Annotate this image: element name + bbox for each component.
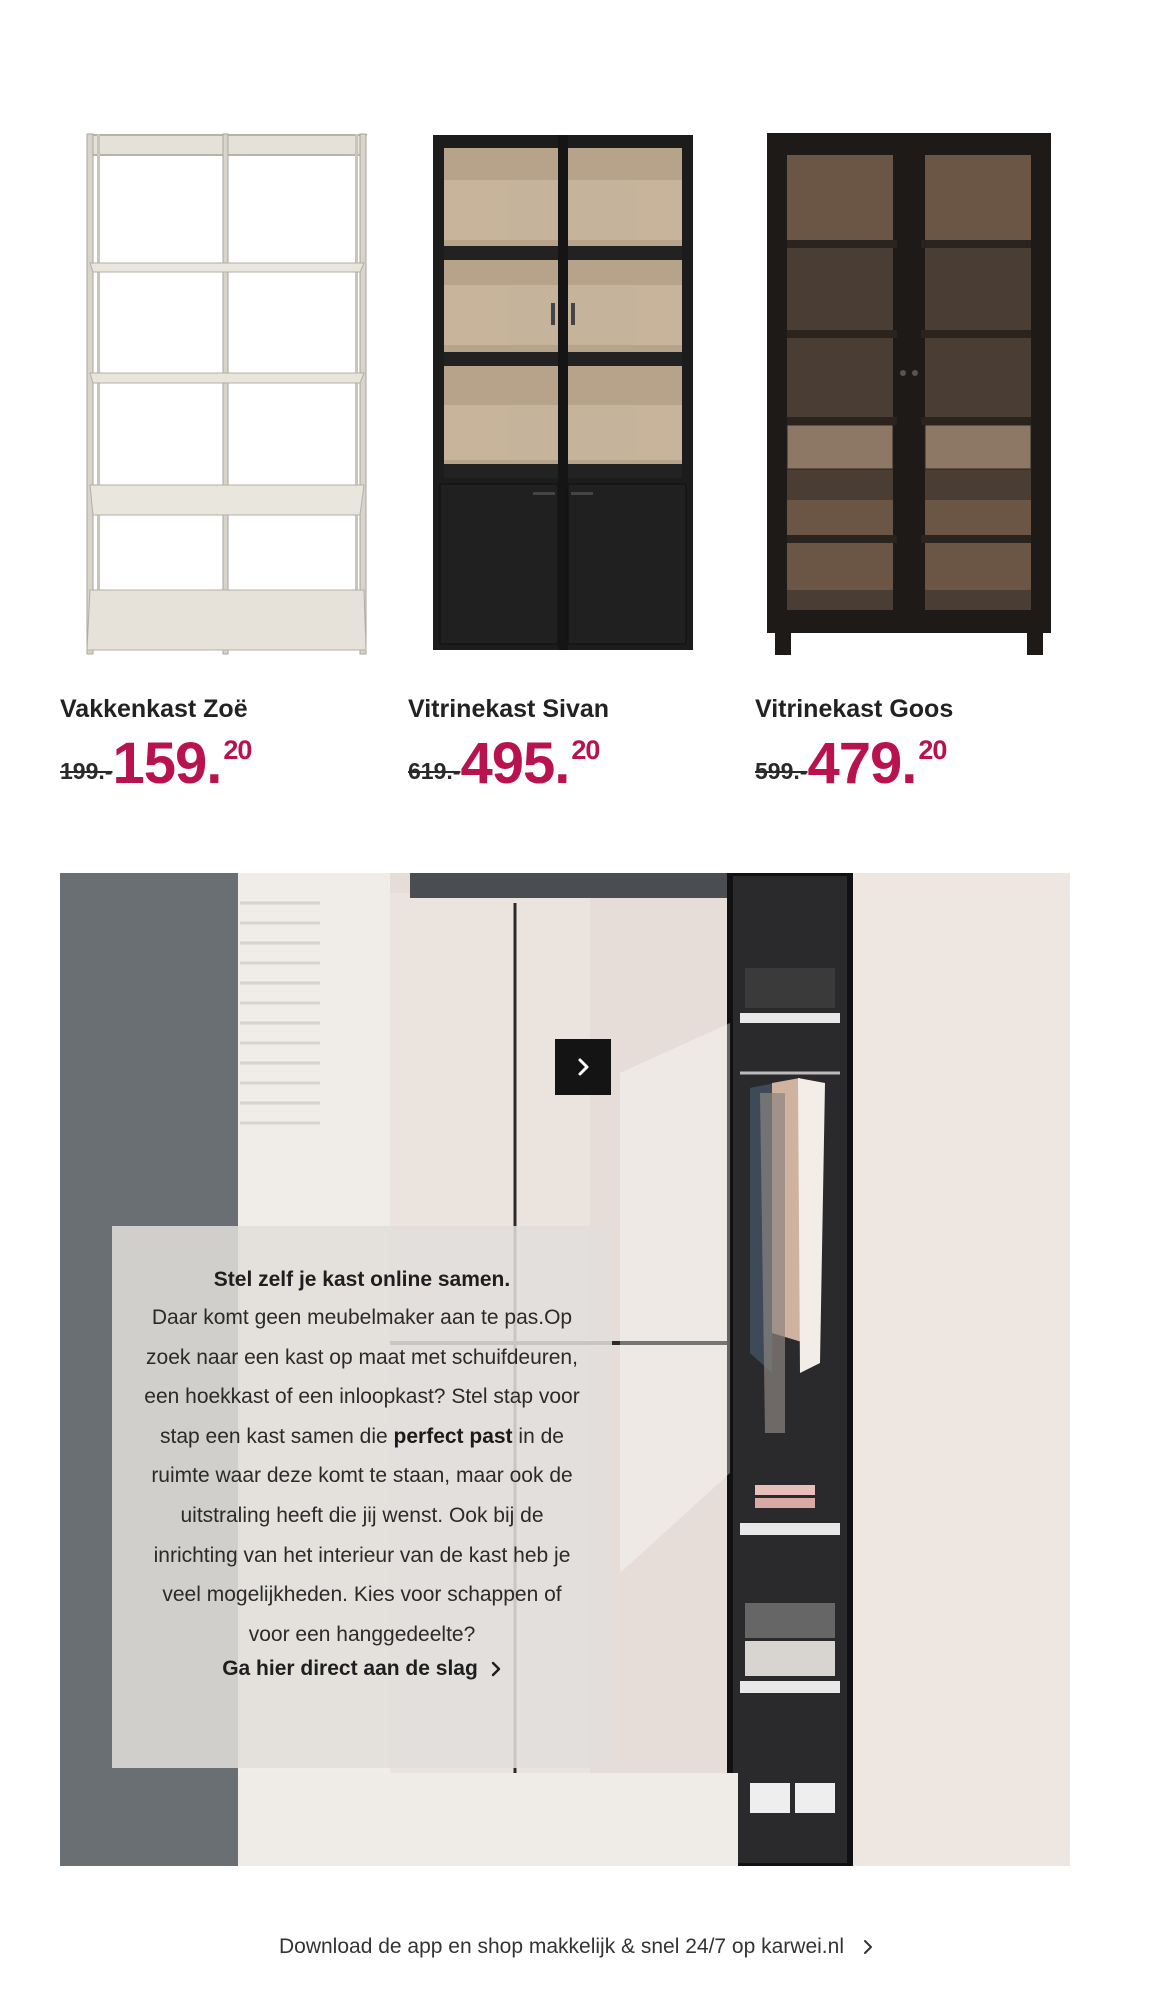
product-name[interactable]: Vitrinekast Sivan	[408, 695, 610, 723]
banner-text-box	[112, 1226, 612, 1768]
banner-heading: Stel zelf je kast online samen.	[213, 1268, 511, 1291]
new-price	[807, 731, 947, 796]
new-price	[112, 731, 252, 796]
old-price: 599.-	[755, 758, 808, 784]
dark-wood-glass-cabinet-icon[interactable]	[755, 120, 1085, 670]
banner-cta-link[interactable]	[222, 1657, 502, 1681]
footer-link[interactable]	[279, 1935, 874, 1959]
chevron-right-icon	[862, 1939, 874, 1955]
old-price: 619.-	[408, 758, 461, 784]
price-main: 479.	[807, 731, 917, 796]
banner-body-emphasis: perfect past	[393, 1424, 513, 1448]
price-main: 495.	[460, 731, 570, 796]
open-shelving-cabinet-icon[interactable]	[60, 120, 390, 670]
banner-body-text: Daar komt geen meubelmaker aan te pas.Op zoek naar een kast op maat met schuifdeuren, een hoekkast of een inloopkast? Stel stap voor stap een kast samen die	[144, 1306, 580, 1448]
product-name[interactable]: Vakkenkast Zoë	[60, 695, 248, 723]
product-name[interactable]: Vitrinekast Goos	[755, 695, 954, 723]
price-cents: 20	[223, 735, 252, 765]
price-block	[60, 731, 252, 796]
price-main: 159.	[112, 731, 222, 796]
black-glass-cabinet-icon[interactable]	[408, 120, 738, 670]
banner-body	[142, 1298, 582, 1654]
next-slide-button[interactable]	[555, 1039, 611, 1095]
old-price: 199.-	[60, 758, 113, 784]
price-cents: 20	[571, 735, 600, 765]
price-block	[755, 731, 947, 796]
chevron-right-icon	[490, 1661, 502, 1677]
price-cents: 20	[918, 735, 947, 765]
footer-app-promo	[0, 1935, 1153, 1959]
footer-text: Download de app en shop makkelijk & snel 24/7 op karwei.nl	[278, 1935, 844, 1958]
chevron-right-icon	[572, 1056, 594, 1078]
price-block	[408, 731, 600, 796]
wardrobe-banner	[60, 873, 1070, 1866]
cta-label: Ga hier direct aan de slag	[222, 1657, 478, 1681]
new-price	[460, 731, 600, 796]
banner-body-text-end: in de ruimte waar deze komt te staan, maar ook de uitstraling heeft die jij wenst. Ook bij de inrichting van het interieur van de kast heb je veel mogelijkheden. Kies voor schappen of voor een hanggedeelte?	[151, 1424, 573, 1646]
